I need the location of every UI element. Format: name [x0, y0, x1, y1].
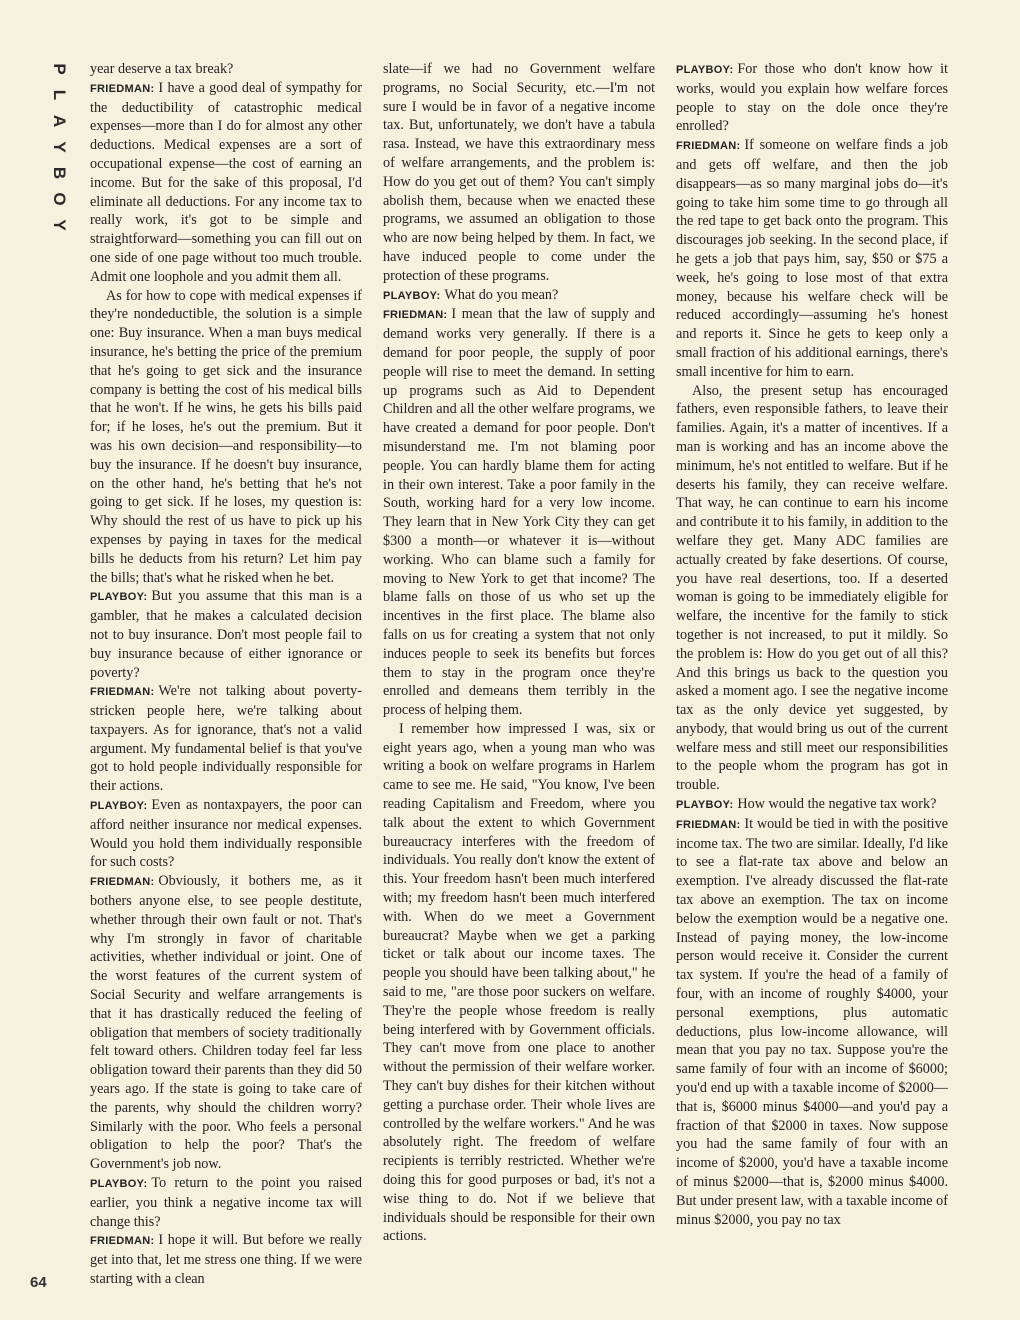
paragraph-text: year deserve a tax break?: [90, 61, 234, 77]
speaker-label: FRIEDMAN:: [676, 140, 741, 153]
paragraph-text: If someone on welfare finds a job and gets off welfare, and then the job disappears—as so many marginal jobs do—it's going to take him some time to go through all the red tape to get back onto the program. This discourages job seeking. In the second place, if he gets a job that pays him, say, $50 or $75 a week, he's going to lose most of that extra money, because his welfare check will be reduced accordingly—assuming he's honest and reports it. Since he gets to keep only a small fraction of his additional earnings, there's small incentive for him to earn.: [676, 137, 948, 380]
page-number: 64: [30, 1274, 47, 1291]
paragraph-text: But you assume that this man is a gambler, that he makes a calculated decision not to buy insurance. Don't most people fail to buy insurance because of either ignorance or poverty?: [90, 588, 362, 681]
paragraph-text: I have a good deal of sympathy for the deductibility of catastrophic medical expenses—more than I do for almost any other deductions. Medical expenses are a sort of occupational expense—the cost of earning an income. But for the sake of this proposal, I'd eliminate all deductions. For any income tax to really work, it's got to be simple and straightforward—something you can fill out on one side of one page without too much trouble. Admit one loophole and you admit them all.: [90, 79, 362, 285]
speaker-label: PLAYBOY:: [676, 799, 734, 812]
article-paragraph: [90, 1174, 362, 1231]
article-paragraph: [90, 60, 362, 79]
text-column-2: [383, 60, 655, 1246]
speaker-label: PLAYBOY:: [90, 1178, 148, 1191]
article-paragraph: [90, 682, 362, 796]
speaker-label: PLAYBOY:: [90, 591, 148, 604]
sidebar-title-letter: L: [50, 89, 69, 101]
paragraph-text: It would be tied in with the positive income tax. The two are similar. Ideally, I'd like to see a flat-rate tax above and below an exemption. I've already discussed the flat-rate tax above an exemption. The tax on income below the exemption would be a negative one. Instead of paying money, the low-income person would receive it. Consider the current tax system. If you're the head of a family of four, with an income of roughly $4000, your personal exemptions, plus automatic deductions, plus low-income allowance, will mean that you pay no tax. Suppose you're the same family of four with an income of $6000; you'd end up with a taxable income of $2000—that is, $6000 minus $4000—and you'd pay a fraction of that $2000 in taxes. Now suppose you had the same family of four with an income of $2000, you'd have a taxable income of minus $2000—that is, $2000 minus $4000. But under present law, with a taxable income of minus $2000, you pay no tax: [676, 815, 948, 1228]
sidebar-title-letter: A: [50, 114, 69, 128]
speaker-label: PLAYBOY:: [90, 800, 148, 813]
speaker-label: FRIEDMAN:: [90, 1235, 155, 1248]
sidebar-title-letter: O: [50, 192, 69, 206]
article-paragraph: [90, 287, 362, 588]
paragraph-text: How would the negative tax work?: [737, 796, 937, 813]
article-paragraph: [676, 136, 948, 381]
speaker-label: FRIEDMAN:: [90, 82, 155, 95]
article-paragraph: [676, 815, 948, 1230]
article-paragraph: [90, 796, 362, 872]
paragraph-text: slate—if we had no Government welfare programs, no Social Security, etc.—I'm not sure I would be in favor of a negative income tax. But, unfortunately, we don't have a tabula rasa. Instead, we have this extraordinary mess of welfare arrangements, and the problem is: How do you get out of them? You can't simply abolish them, because when we enacted these programs, we assumed an obligation to those who are now being helped by them. In fact, we have induced people to come under the protection of these programs.: [383, 61, 655, 284]
paragraph-text: I hope it will. But before we really get into that, let me stress one thing. If we were starting with a clean: [90, 1232, 362, 1287]
speaker-label: FRIEDMAN:: [676, 818, 741, 831]
speaker-label: FRIEDMAN:: [90, 876, 155, 889]
article-paragraph: [676, 795, 948, 815]
article-paragraph: [676, 60, 948, 136]
article-paragraph: [90, 1231, 362, 1288]
article-paragraph: [676, 382, 948, 796]
sidebar-title-letter: Y: [50, 141, 69, 153]
speaker-label: PLAYBOY:: [383, 289, 441, 302]
paragraph-text: I mean that the law of supply and demand works very generally. If there is a demand for poor people, the supply of poor people will rise to meet the demand. In setting up programs such as Aid to Dependent Children and all the other welfare programs, we have created a demand for poor people. Don't misunderstand me. I'm not blaming poor people. You can hardly blame them for acting in their own interest. Take a poor family in the South, working hard for a very low income. They learn that in New York City they can get $300 a month—or whatever it is—without working. Who can blame such a family for moving to New York to get that income? The blame falls on those of us who set up the incentives in the first place. The blame also falls on us for creating a system that not only induces people to seek its benefits but forces them to stay in the program once they're enrolled and demeans them terribly in the process of helping them.: [383, 306, 655, 719]
article-paragraph: [90, 587, 362, 682]
paragraph-text: We're not talking about poverty-stricken people here, we're talking about taxpayers. As for ignorance, that's not a valid argument. My fundamental belief is that you've got to hold people individually responsible for their actions.: [90, 683, 362, 795]
sidebar-title-letter: B: [50, 166, 69, 180]
article-paragraph: [383, 286, 655, 306]
article-paragraph: [90, 872, 362, 1174]
text-column-1: [90, 60, 362, 1289]
article-paragraph: [383, 720, 655, 1246]
paragraph-text: What do you mean?: [444, 286, 559, 303]
speaker-label: FRIEDMAN:: [90, 686, 155, 699]
speaker-label: FRIEDMAN:: [383, 309, 448, 322]
paragraph-text: As for how to cope with medical expenses if they're nondeductible, the solution is a simple one: Buy insurance. When a man buys medical insurance, he's betting the price of the premium that he's going to get sick and the insurance company is betting the cost of his medical bills that he won't. If he wins, he gets his bills paid for; if he loses, he's out the premium. But it was his own decision—and responsibility—to buy the insurance. If he doesn't buy insurance, on the other hand, he's betting that he's not going to get sick. If he loses, my question is: Why should the rest of us have to pick up his expenses by paying in taxes for the medical bills he deducts from his return? Let him pay the bills; that's what he risked when he bet.: [90, 287, 362, 586]
paragraph-text: Obviously, it bothers me, as it bothers anyone else, to see people destitute, whether through their own fault or not. That's why I'm strongly in favor of charitable activities, whether individual or joint. One of the worst features of the current system of Social Security and welfare arrangements is that it has drastically reduced the feeling of obligation that members of society traditionally felt toward others. Children today feel far less obligation toward their parents than they did 50 years ago. If the state is going to take care of the parents, why should the children worry? Similarly with the poor. Who feels a personal obligation to help the poor? That's the Government's job now.: [90, 873, 362, 1173]
magazine-sidebar-title: [48, 58, 70, 240]
sidebar-title-letter: P: [50, 63, 69, 75]
paragraph-text: To return to the point you raised earlier, you think a negative income tax will change this?: [90, 1175, 362, 1230]
speaker-label: PLAYBOY:: [676, 64, 734, 76]
paragraph-text: For those who don't know how it works, would you explain how welfare forces people to stay on the dole once they're enrolled?: [676, 61, 948, 135]
paragraph-text: Even as nontaxpayers, the poor can afford neither insurance nor medical expenses. Would you hold them individually responsible for such costs?: [90, 797, 362, 871]
article-paragraph: [383, 60, 655, 286]
text-column-3: [676, 60, 948, 1229]
paragraph-text: Also, the present setup has encouraged fathers, even responsible fathers, to leave their families. Again, it's a matter of incentives. If a man is working and has an income above the minimum, he's not entitled to welfare. But if he deserts his family, they can receive welfare. That way, he can continue to earn his income and contribute it to his family, in addition to the welfare they get. Many ADC families are actually created by fake desertions. Of course, you have real desertions, too. If a deserted woman is going to be immediately eligible for welfare, the incentive for the family to stick together is not increased, to put it mildly. So the problem is: How do you get out of all this? And this brings us back to the question you asked a moment ago. I see the negative income tax as the only device yet suggested, by anybody, that would bring us out of the current welfare mess and still meet our responsibilities to the people whom the program has got in trouble.: [676, 382, 948, 794]
sidebar-title-letter: Y: [50, 219, 69, 231]
paragraph-text: I remember how impressed I was, six or eight years ago, when a young man who was writing a book on welfare programs in Harlem came to see me. He said, "You know, I've been reading Capitalism and Freedom, where you talk about the extent to which Government bureaucracy interferes with the freedom of individuals. You really don't know the extent of this. Your freedom hasn't been much interfered with; my freedom hasn't been much interfered with. When do we meet a Government bureaucrat? Maybe when we get a parking ticket or talk about our income taxes. The people you should have been talking about," he said to me, "are those poor suckers on welfare. They're the people whose freedom is really being interfered with by Government officials. They can't move from one place to another without the permission of their welfare worker. They can't buy dishes for their kitchen without getting a purchase order. Their whole lives are controlled by the welfare workers." And he was absolutely right. The freedom of welfare recipients is terribly restricted. Whether we're doing this for good purposes or bad, it's not a wise thing to do. Not if we believe that individuals should be responsible for their own actions.: [383, 720, 655, 1245]
article-paragraph: [383, 305, 655, 720]
article-paragraph: [90, 79, 362, 287]
